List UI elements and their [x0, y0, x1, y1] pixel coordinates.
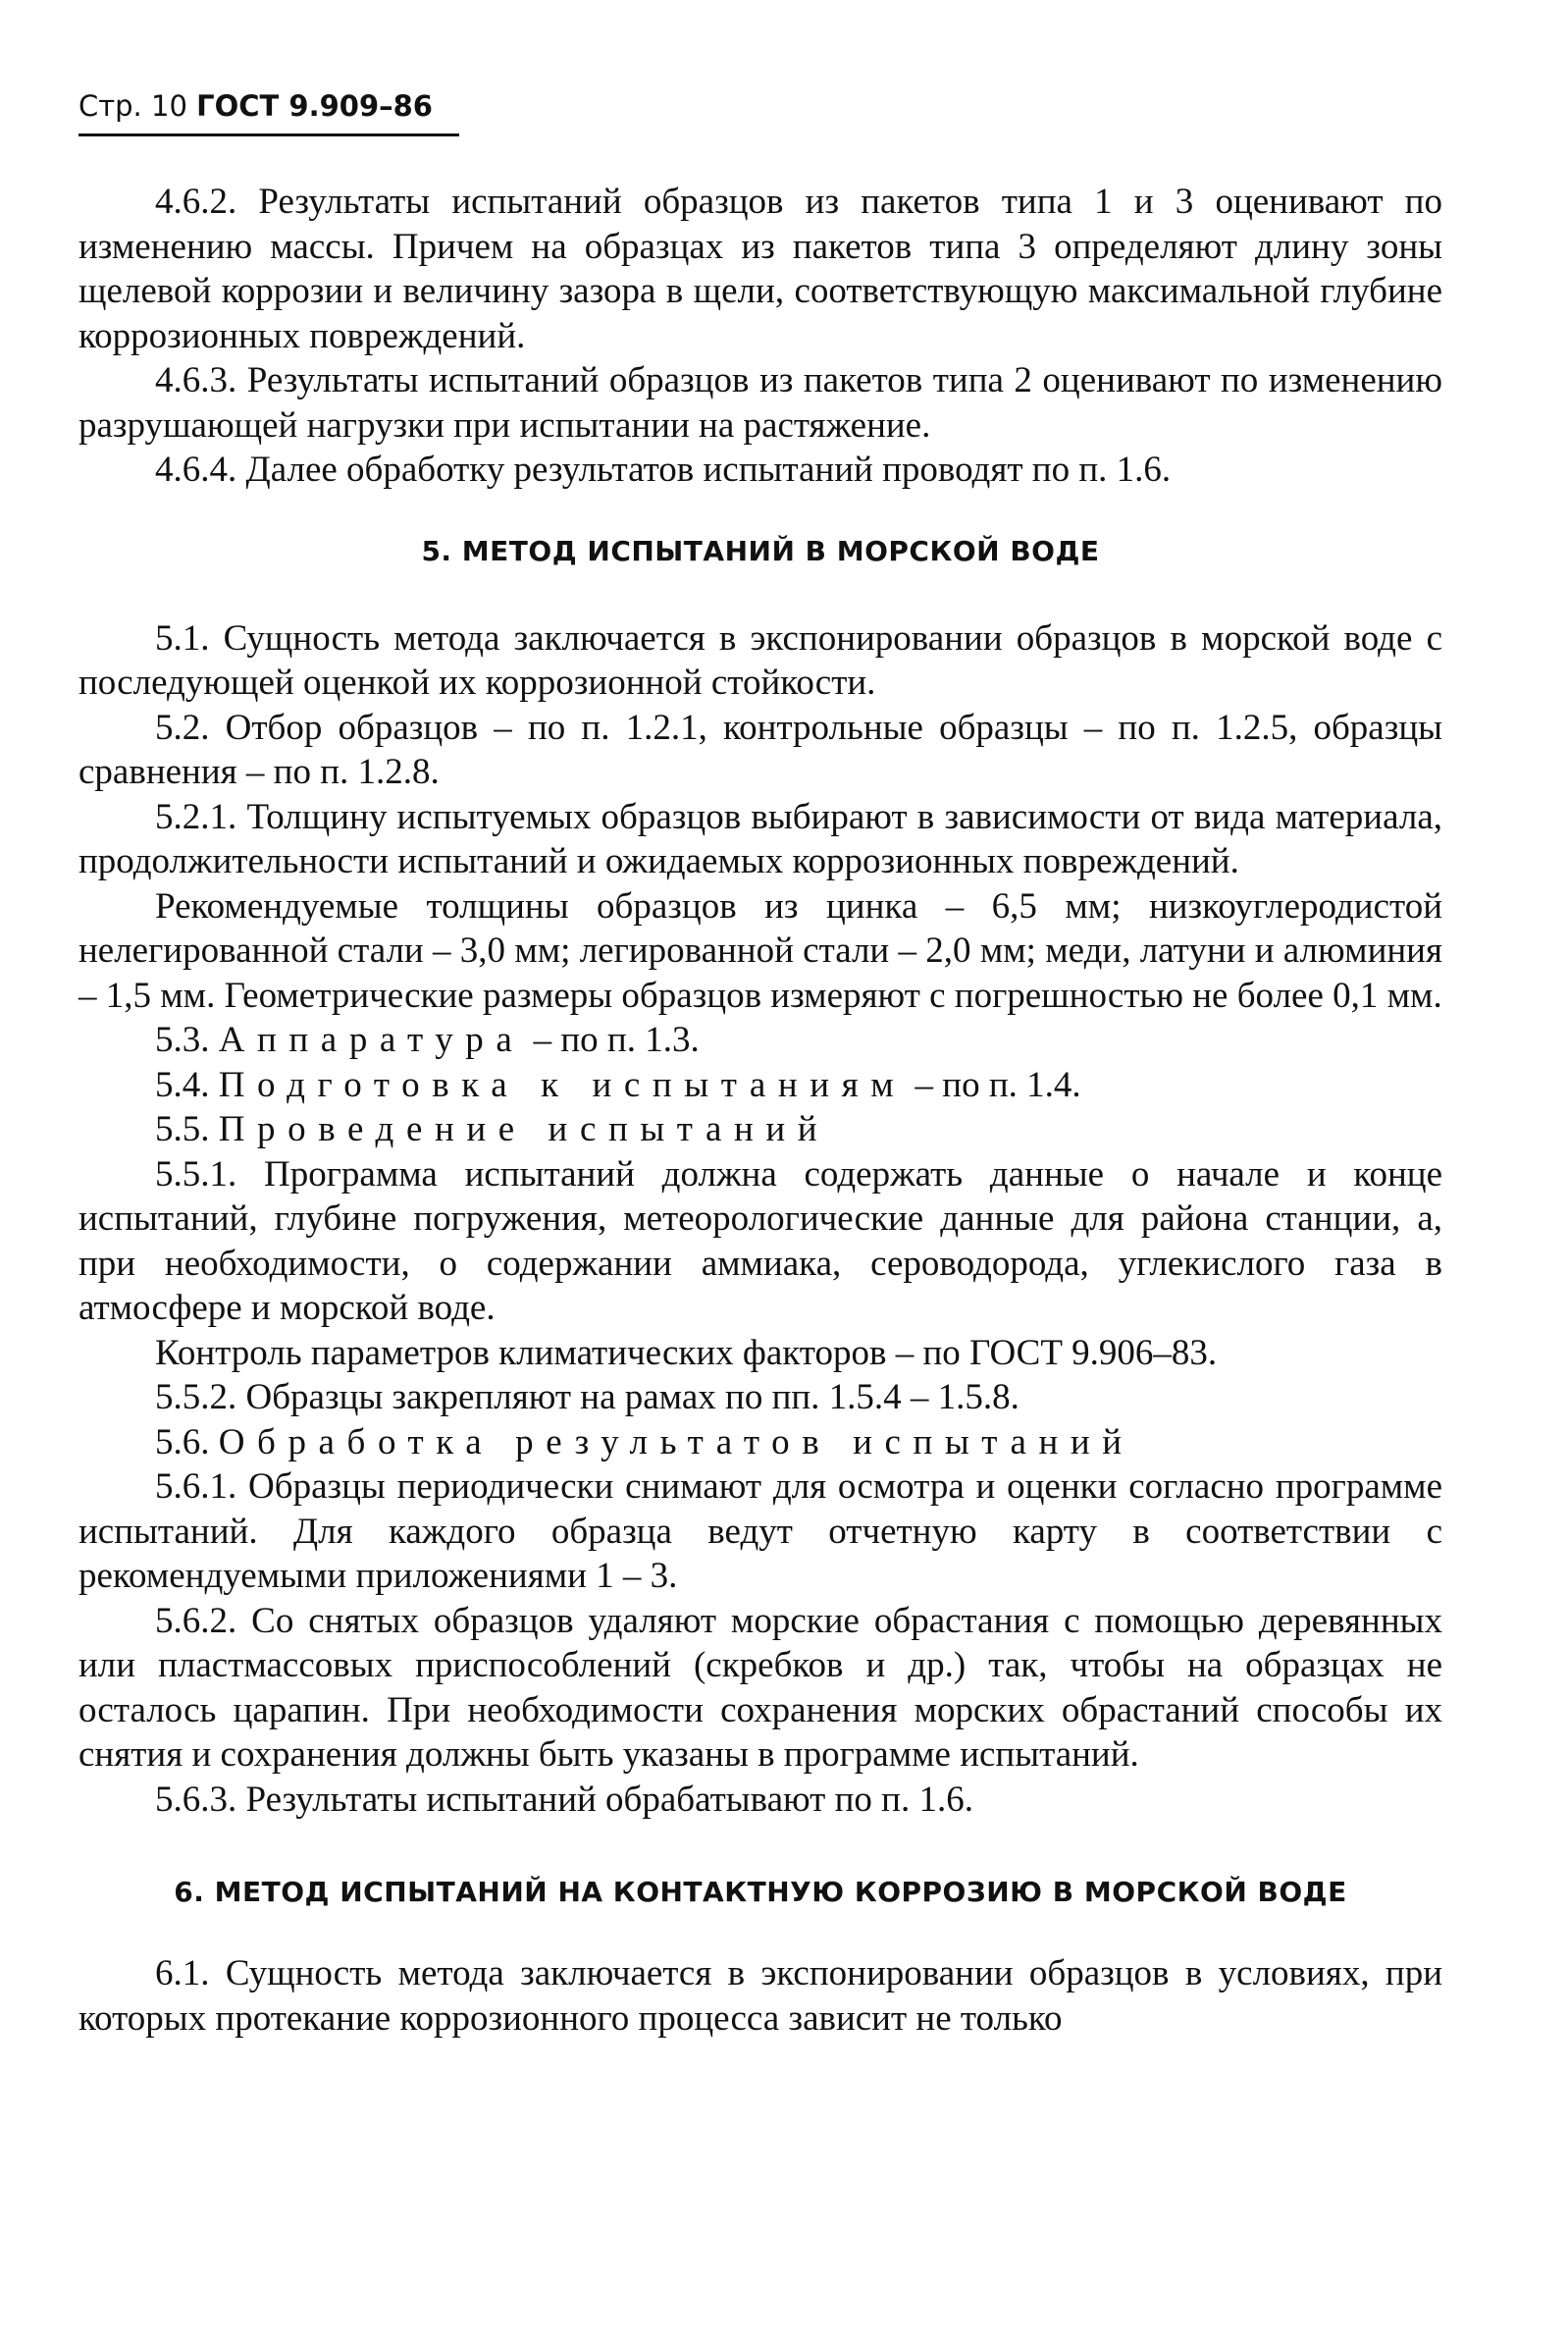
section-4-tail: [78, 180, 1442, 493]
item-reference: – по п. 1.3.: [524, 1020, 700, 1060]
paragraph-5-4: [78, 1063, 1442, 1108]
paragraph-5-1: 5.1. Сущность метода заключается в экспонировании образцов в морской воде с последующей оценкой их коррозионной стойкости.: [78, 617, 1442, 703]
paragraph-5-5-1: 5.5.1. Программа испытаний должна содержать данные о начале и конце испытаний, глубине погружения, метеорологические данные для района станции, а, при необходимости, о содержании аммиака, сероводорода, углекислого газа в атмосфере и морской воде.: [78, 1153, 1442, 1328]
paragraph-5-2-1: 5.2.1. Толщину испытуемых образцов выбирают в зависимости от вида материала, продолжительности испытаний и ожидаемых коррозионных повреждений.: [78, 796, 1442, 881]
item-number: 5.5.: [155, 1109, 210, 1149]
paragraph-5-6: [78, 1420, 1442, 1465]
paragraph-5-3: [78, 1018, 1442, 1063]
item-number: 5.4.: [155, 1064, 210, 1105]
paragraph-4-6-4: 4.6.4. Далее обработку результатов испытаний проводят по п. 1.6.: [155, 450, 1172, 490]
paragraph-5-6-2: 5.6.2. Со снятых образцов удаляют морские обрастания с помощью деревянных или пластмассовых приспособлений (скребков и др.) так, чтобы на образцах не осталось царапин. При необходимости сохранения морских обрастаний способы их снятия и сохранения должны быть указаны в программе испытаний.: [78, 1600, 1442, 1775]
section-6-heading: 6. МЕТОД ИСПЫТАНИЙ НА КОНТАКТНУЮ КОРРОЗИЮ В МОРСКОЙ ВОДЕ: [174, 1876, 1347, 1908]
item-number: 5.6.: [155, 1421, 210, 1462]
item-number: 5.3.: [155, 1020, 210, 1060]
section-6-body: [78, 1951, 1442, 2041]
paragraph-5-5: [78, 1107, 1442, 1152]
item-title: Обработка результатов испытаний: [218, 1421, 1134, 1462]
item-title: Аппаратура: [218, 1020, 525, 1060]
paragraph-4-6-3: 4.6.3. Результаты испытаний образцов из пакетов типа 2 оценивают по изменению разрушающей нагрузки при испытании на растяжение.: [78, 360, 1442, 446]
page-header: [78, 86, 459, 136]
item-title: Проведение испытаний: [218, 1109, 830, 1149]
paragraph-5-2-1-thickness: Рекомендуемые толщины образцов из цинка – 6,5 мм; низкоуглеродистой нелегированной стали – 3,0 мм; легированной стали – 2,0 мм; меди, латуни и алюминия – 1,5 мм. Геометрические размеры образцов измеряют с погрешностью не более 0,1 мм.: [78, 885, 1442, 1016]
paragraph-5-5-2: 5.5.2. Образцы закрепляют на рамах по пп. 1.5.4 – 1.5.8.: [155, 1377, 1019, 1417]
item-reference: – по п. 1.4.: [906, 1064, 1081, 1105]
paragraph-5-6-1: 5.6.1. Образцы периодически снимают для осмотра и оценки согласно программе испытаний. Для каждого образца ведут отчетную карту в соответствии с рекомендуемыми приложениями 1 – 3.: [78, 1466, 1442, 1596]
paragraph-4-6-2: 4.6.2. Результаты испытаний образцов из пакетов типа 1 и 3 оценивают по изменению массы. Причем на образцах из пакетов типа 3 определяют длину зоны щелевой коррозии и величину зазора в щели, соответствующую максимальной глубине коррозионных повреждений.: [78, 182, 1442, 356]
section-5-body: [78, 616, 1442, 1823]
document-page: [78, 86, 1442, 2041]
page-number: Стр. 10: [78, 89, 187, 123]
item-title: Подготовка к испытаниям: [218, 1064, 907, 1105]
paragraph-5-5-1-control: Контроль параметров климатических факторов – по ГОСТ 9.906–83.: [155, 1332, 1218, 1373]
standard-number: ГОСТ 9.909–86: [196, 89, 433, 123]
paragraph-5-6-3: 5.6.3. Результаты испытаний обрабатывают по п. 1.6.: [155, 1779, 973, 1820]
paragraph-5-2: 5.2. Отбор образцов – по п. 1.2.1, контрольные образцы – по п. 1.2.5, образцы сравнения – по п. 1.2.8.: [78, 707, 1442, 792]
section-5-heading: 5. МЕТОД ИСПЫТАНИЙ В МОРСКОЙ ВОДЕ: [421, 534, 1100, 567]
paragraph-6-1: 6.1. Сущность метода заключается в экспонировании образцов в условиях, при которых протекание коррозионного процесса зависит не только: [78, 1953, 1442, 2039]
